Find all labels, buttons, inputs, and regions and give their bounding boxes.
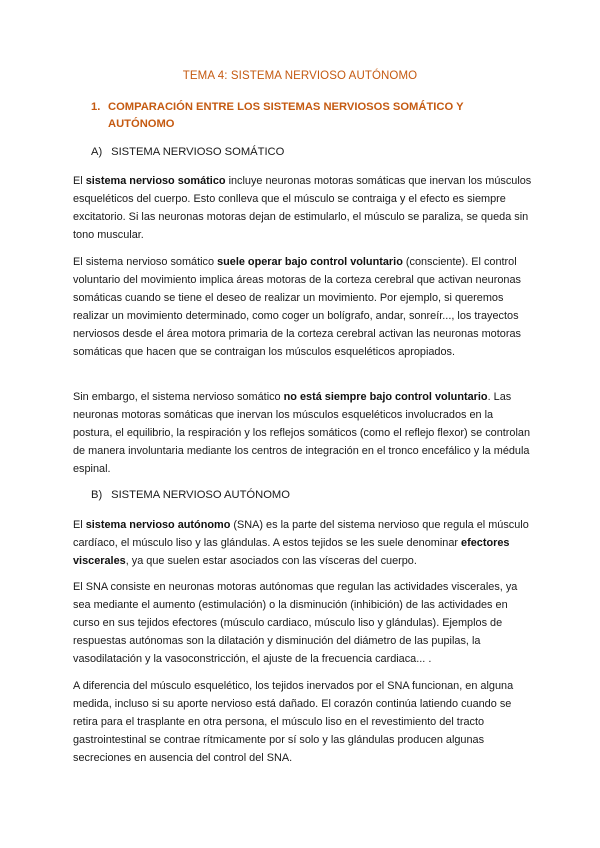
paragraph-2 [73,253,533,361]
paragraph-text: , ya que suelen estar asociados con las vísceras del cuerpo. [125,555,417,567]
subsection-title: SISTEMA NERVIOSO SOMÁTICO [111,146,285,158]
paragraph-text: Sin embargo, el sistema nervioso somático [73,391,284,403]
section-title: COMPARACIÓN ENTRE LOS SISTEMAS NERVIOSOS SOMÁTICO Y AUTÓNOMO [108,101,464,130]
paragraph-text: (consciente). El control voluntario del movimiento implica áreas motoras de la corteza cerebral que activan neuronas somáticas cuando se tiene el deseo de realizar un movimiento. Por ejemplo, si queremos realizar un movimiento determinado, como coger un bolígrafo, andar, sonreír..., los trayectos nerviosos desde el área motora primaria de la corteza cerebral activan las neuronas motoras somáticas que hacen que se contraigan los músculos esqueléticos apropiados. [73,256,521,358]
paragraph-text: incluye neuronas motoras somáticas que inervan los músculos esqueléticos del cuerpo. Esto conlleva que el músculo se contraiga y el efecto es siempre excitatorio. Si las neuronas motoras dejan de estimularlo, el músculo se paraliza, se queda sin tono muscular. [73,175,532,241]
bold-term: sistema nervioso somático [85,175,226,187]
subsection-letter: B) [91,489,103,501]
subsection-heading-a [91,146,284,158]
paragraph-6 [73,677,533,767]
paragraph-text: . Las neuronas motoras somáticas que inervan los músculos esqueléticos involucrados en la postura, el equilibrio, la respiración y los reflejos somáticos (como el reflejo flexor) se controlan de manera involuntaria mediante los centros de integración en el tronco encefálico y la médula espinal. [73,391,531,475]
bold-term: suele operar bajo control voluntario [217,256,403,268]
paragraph-text: A diferencia del músculo esquelético, los tejidos inervados por el SNA funcionan, en alguna medida, incluso si su aporte nervioso está dañado. El corazón continúa latiendo cuando se retira para el trasplante en otra persona, el músculo liso en el revestimiento del tracto gastrointestinal se contrae rítmicamente por sí solo y las glándulas producen algunas secreciones en ausencia del control del SNA. [73,680,514,764]
subsection-title: SISTEMA NERVIOSO AUTÓNOMO [111,489,290,501]
bold-term: efectores viscerales [73,537,510,567]
paragraph-text: El sistema nervioso somático [73,256,218,268]
paragraph-3 [73,388,533,478]
paragraph-5 [73,578,533,668]
paragraph-text: (SNA) es la parte del sistema nervioso que regula el músculo cardíaco, el músculo liso y las glándulas. A estos tejidos se les suele denominar [73,519,529,549]
paragraph-text: El [73,519,86,531]
bold-term: no está siempre bajo control voluntario [283,391,488,403]
section-number: 1. [91,101,101,113]
paragraph-1 [73,172,533,244]
bold-term: sistema nervioso autónomo [85,519,231,531]
paragraph-4 [73,516,533,570]
subsection-letter: A) [91,146,103,158]
paragraph-text: El [73,175,86,187]
paragraph-text: El SNA consiste en neuronas motoras autónomas que regulan las actividades viscerales, ya sea mediante el aumento (estimulación) o la disminución (inhibición) de las actividades en curso en sus tejidos efectores (músculo cardiaco, músculo liso y glándulas). Ejemplos de respuestas autónomas son la dilatación y disminución del diámetro de las pupilas, la vasodilatación y la vasoconstricción, el ajuste de la frecuencia cardiaca... . [73,581,518,665]
subsection-heading-b [91,489,290,501]
document-title: TEMA 4: SISTEMA NERVIOSO AUTÓNOMO [182,70,418,82]
